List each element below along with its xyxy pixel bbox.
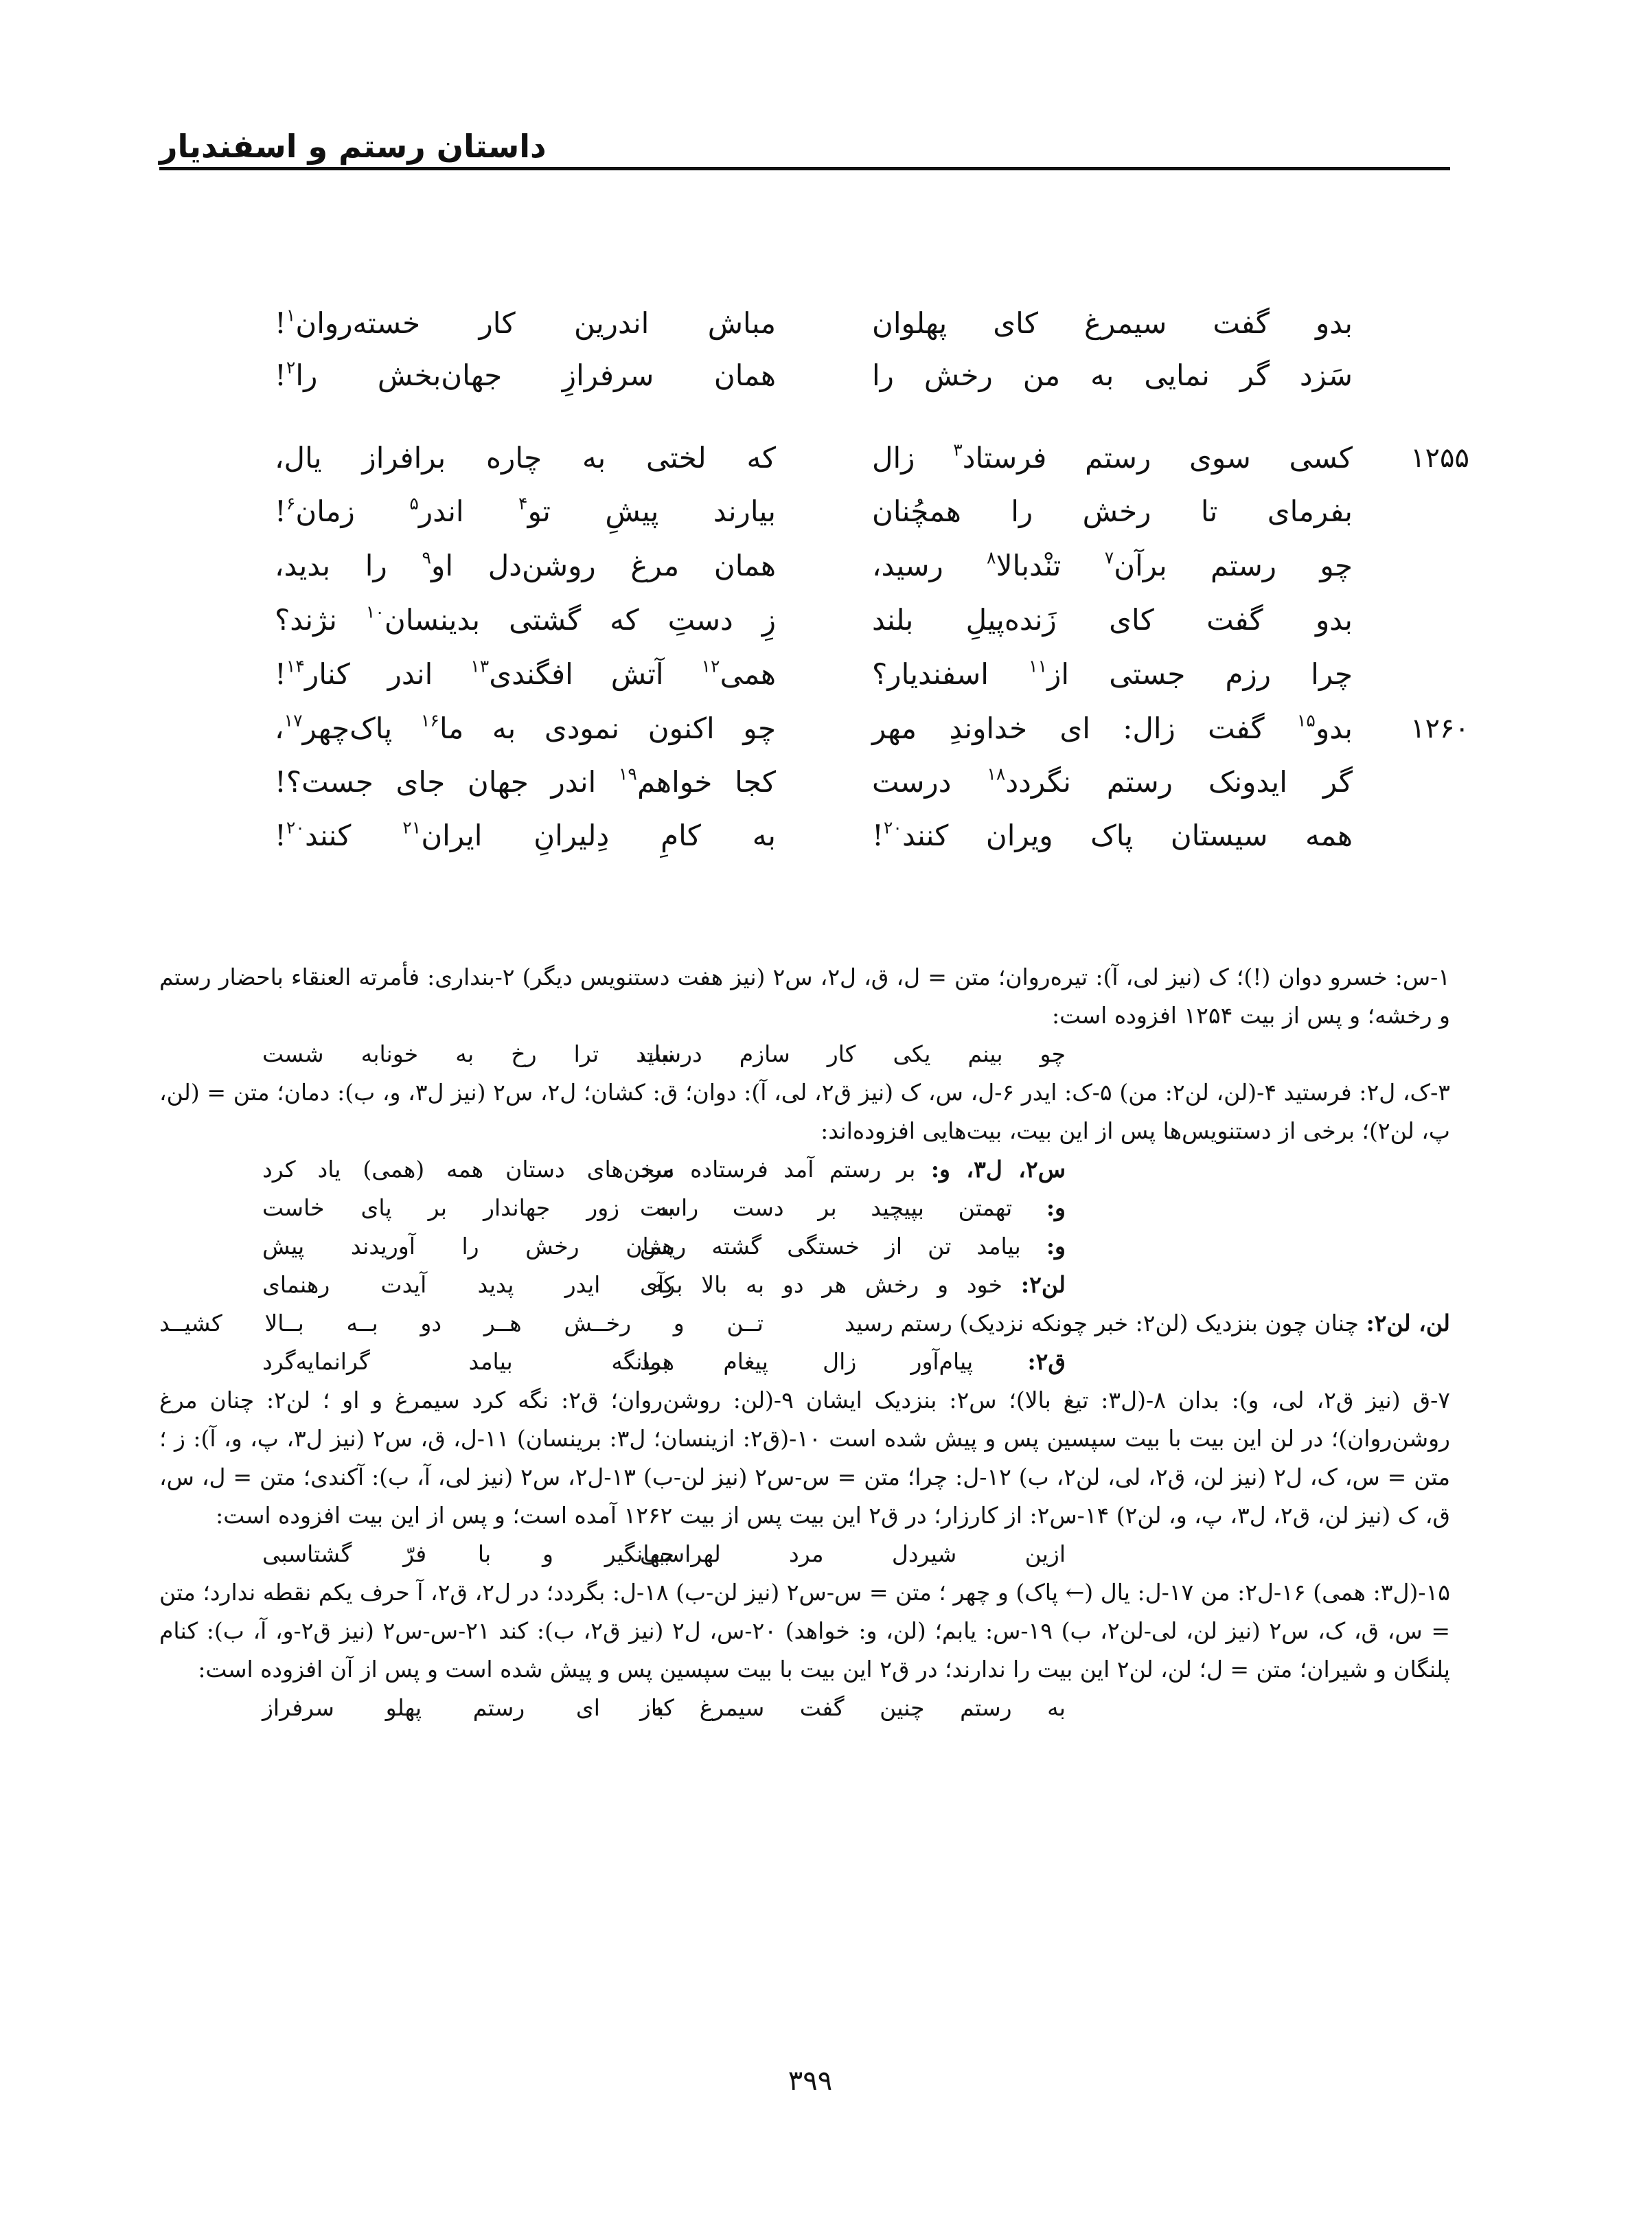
first-hemistich: سَزد گر نمایی به من رخش را <box>872 358 1353 392</box>
second-hemistich: سخن‌های دستان همه (همی) یاد کرد <box>262 1156 674 1183</box>
footnotes-section <box>159 958 1450 1727</box>
verse-couplet <box>261 431 1469 485</box>
footnote-marker: ۲۱ <box>402 817 422 838</box>
footnote-marker: ۱۱ <box>1029 656 1048 676</box>
second-hemistich: همان سرفرازِ جهان‌بخش را$^۲$! <box>275 357 776 392</box>
second-hemistich: تــن و رخــش هــر دو بــه بــالا کشیــد <box>159 1310 764 1336</box>
footnote-marker: ۱۵ <box>1296 710 1316 731</box>
second-hemistich: همی$^{۱۲}$ آتش افگندی$^{۱۳}$ اندر کنار$^{۱۴}$! <box>275 656 777 691</box>
footnote-verse <box>159 1266 1450 1304</box>
footnote-marker: ۳ <box>953 440 963 460</box>
footnote-marker: ۱۸ <box>987 764 1006 784</box>
footnote-verse <box>159 1227 1450 1266</box>
first-hemistich: ازین شیردل مرد لهراسبی <box>640 1540 1066 1567</box>
footnote-paragraph: ۱-س: خسرو دوان (!)؛ ک (نیز لی، آ): تیره‌روان؛ متن = ل، ق، ل۲، س۲ (نیز هفت دستنویس دیگر) ۲-بنداری: فأمرته العنقاء باحضار رستم و رخشه؛ و پس از بیت ۱۲۵۴ افزوده است: <box>159 964 1450 1029</box>
footnote-marker: ۱۰ <box>365 602 385 622</box>
first-hemistich: و: بیامد تن از خستگی گشته ریش <box>640 1233 1066 1260</box>
first-hemistich: لن، لن۲: چنان چون بنزدیک (لن۲: خبر چونکه نزدیک) رستم رسید <box>844 1310 1450 1336</box>
footnote-verse <box>159 1304 1450 1343</box>
footnote-verse <box>159 1689 1450 1727</box>
first-hemistich: لن۲: خود و رخش هر دو به بالا برآی <box>640 1271 1066 1298</box>
second-hemistich: مباش اندرین کار خسته‌روان$^۱$! <box>275 305 776 340</box>
footnote-marker: ۱۲ <box>701 656 720 676</box>
first-hemistich: کسی سوی رستم فرستاد$^۳$ زال <box>872 440 1353 475</box>
footnote-marker: ۵ <box>409 493 419 514</box>
footnote-marker: ۲۰ <box>883 817 902 838</box>
footnote-verse <box>159 1343 1450 1381</box>
second-hemistich: کجا خواهم$^{۱۹}$ اندر جهان جای جست؟! <box>275 764 776 799</box>
verse-couplet <box>261 702 1469 755</box>
first-hemistich: به رستم چنین گفت سیمرغ باز <box>640 1694 1066 1721</box>
verse-couplet <box>261 755 1469 809</box>
footnote-marker: ۲ <box>286 357 296 378</box>
first-hemistich: چو رستم برآن$^۷$ تنْدبالا$^۸$ رسید، <box>872 547 1353 582</box>
first-hemistich: بفرمای تا رخش را همچُنان <box>872 494 1353 528</box>
first-hemistich: بدو$^{۱۵}$ گفت زال: ای خداوندِ مهر <box>872 710 1353 745</box>
footnote-verse <box>159 1150 1450 1189</box>
footnote-marker: ۶ <box>286 493 296 514</box>
second-hemistich: که ای رستم پهلو سرفراز <box>262 1694 674 1721</box>
first-hemistich: گر ایدونک رستم نگردد$^{۱۸}$ درست <box>872 764 1353 799</box>
second-hemistich: جهانگیر و با فرّ گشتاسبی <box>262 1540 674 1567</box>
footnote-paragraph: ۱۵-(ل۳: همی) ۱۶-ل۲: من ۱۷-ل: یال (← پاک) و چهر ؛ متن = س-س۲ (نیز لن-ب) ۱۸-ل: بگردد؛ در ل۲، ق۲، آ حرف یکم نقطه ندارد؛ متن = س، ق، ک، س۲ (نیز لن، لی-لن۲، ب) ۱۹-س: یابم؛ (لن، و: خواهد) ۲۰-س، ل۲ (نیز ق۲، ب): کند ۲۱-س-س۲ (نیز ق۲-و، آ، ب): کنام پلنگان و شیران؛ متن = ل؛ لن، لن۲ این بیت را ندارند؛ در ق۲ این بیت با بیت سپسین پس و پیش شده است و پس از آن افزوده است: <box>159 1579 1451 1683</box>
footnote-marker: ۱۹ <box>618 764 637 784</box>
second-hemistich: همان رخش را آوریدند پیش <box>262 1233 674 1260</box>
second-hemistich: همانگه بیامد گرانمایه‌گرد <box>262 1348 674 1375</box>
second-hemistich: همان مرغ روشن‌دل او$^۹$ را بدید، <box>275 547 776 582</box>
verse-couplet <box>261 349 1469 402</box>
second-hemistich: که ایدر پدید آیدت رهنمای <box>262 1271 674 1298</box>
first-hemistich: چو بینم یکی کار سازم درست <box>640 1040 1066 1067</box>
second-hemistich: بیارند پیشِ تو$^۴$ اندر$^۵$ زمان$^۶$! <box>275 493 776 528</box>
verse-number: ۱۲۵۵ <box>1410 442 1469 474</box>
first-hemistich: ق۲: پیام‌آور زال پیغام برد <box>640 1348 1066 1375</box>
footnote-marker: ۱۴ <box>286 656 305 676</box>
verse-couplet <box>261 809 1469 863</box>
second-hemistich: نباید ترا رخ به خونابه شست <box>262 1040 674 1067</box>
footnote-verse <box>159 1035 1450 1073</box>
footnote-verse <box>159 1189 1450 1227</box>
verse-couplet <box>261 539 1469 593</box>
first-hemistich: س۲، ل۳، و: بر رستم آمد فرستاده مرد <box>640 1156 1066 1183</box>
first-hemistich: بدو گفت کای زَنده‌پیلِ بلند <box>872 603 1353 637</box>
verse-couplet <box>261 593 1469 647</box>
verse-number: ۱۲۶۰ <box>1410 713 1469 744</box>
header-rule <box>159 167 1450 170</box>
footnote-marker: ۱۶ <box>420 710 439 731</box>
verse-couplet <box>261 485 1469 538</box>
page-number: ۳۹۹ <box>788 2065 833 2097</box>
second-hemistich: زِ دستِ که گشتی بدینسان$^{۱۰}$ نژند؟ <box>275 602 776 637</box>
footnote-verse <box>159 1535 1450 1573</box>
first-hemistich: همه سیستان پاک ویران کنند$^{۲۰}$! <box>872 817 1353 852</box>
verse-couplet <box>261 297 1469 350</box>
footnote-marker: ۴ <box>518 493 528 514</box>
second-hemistich: که لختی به چاره برافراز یال، <box>275 441 776 475</box>
footnote-marker: ۱ <box>286 305 296 326</box>
footnote-marker: ۹ <box>422 547 432 568</box>
footnote-marker: ۸ <box>987 547 996 568</box>
footnote-marker: ۷ <box>1104 547 1114 568</box>
first-hemistich: چرا رزم جستی از$^{۱۱}$ اسفندیار؟ <box>872 656 1353 691</box>
first-hemistich: و: تهمتن بپیچید بر دست راست <box>640 1194 1066 1221</box>
footnote-paragraph: ۷-ق (نیز ق۲، لی، و): بدان ۸-(ل۳: تیغ بالا)؛ س۲: بنزدیک ایشان ۹-(لن: روشن‌روان؛ ق۲: نگه کرد سیمرغ و او ؛ لن۲: چنان مرغ روشن‌روان)؛ در لن این بیت با بیت سپسین پس و پیش شده است ۱۰-(ق۲: ازینسان؛ ل۳: برینسان) ۱۱-ل، ق، س۲ (نیز ل۳، پ، و، آ): ز ؛ متن = س، ک، ل۲ (نیز لن، ق۲، لی، لن۲، ب) ۱۲-ل: چرا؛ متن = س-س۲ (نیز لن-ب) ۱۳-ل۲، س۲ (نیز لی، آ، ب): آکندی؛ متن = ل، س، ق، ک (نیز لن، ق۲، ل۳، پ، و، لن۲) ۱۴-س۲: از کارزار؛ در ق۲ این بیت پس از بیت ۱۲۶۲ آمده است؛ و پس از این بیت افزوده است: <box>159 1387 1450 1529</box>
footnote-paragraph: ۳-ک، ل۲: فرستید ۴-(لن، لن۲: من) ۵-ک: ایدر ۶-ل، س، ک (نیز ق۲، لی، آ): دوان؛ ق: کشان؛ ل۲، س۲ (نیز ل۳، و، ب): دمان؛ متن = (لن، پ، لن۲)؛ برخی از دستنویس‌ها پس از این بیت، بیت‌هایی افزوده‌اند: <box>159 1079 1450 1144</box>
second-hemistich: به کامِ دِلیرانِ ایران$^{۲۱}$ کنند$^{۲۰}$! <box>275 817 776 852</box>
first-hemistich: بدو گفت سیمرغ کای پهلوان <box>872 306 1353 340</box>
second-hemistich: چو اکنون نمودی به ما$^{۱۶}$ پاک‌چهر$^{۱۷}$، <box>275 710 776 745</box>
footnote-marker: ۱۷ <box>284 710 303 731</box>
running-title: داستان رستم و اسفندیار <box>159 128 547 165</box>
verse-couplet <box>261 648 1469 701</box>
footnote-marker: ۲۰ <box>286 817 305 838</box>
second-hemistich: به زور جهاندار بر پای خاست <box>262 1194 674 1221</box>
footnote-marker: ۱۳ <box>470 656 490 676</box>
